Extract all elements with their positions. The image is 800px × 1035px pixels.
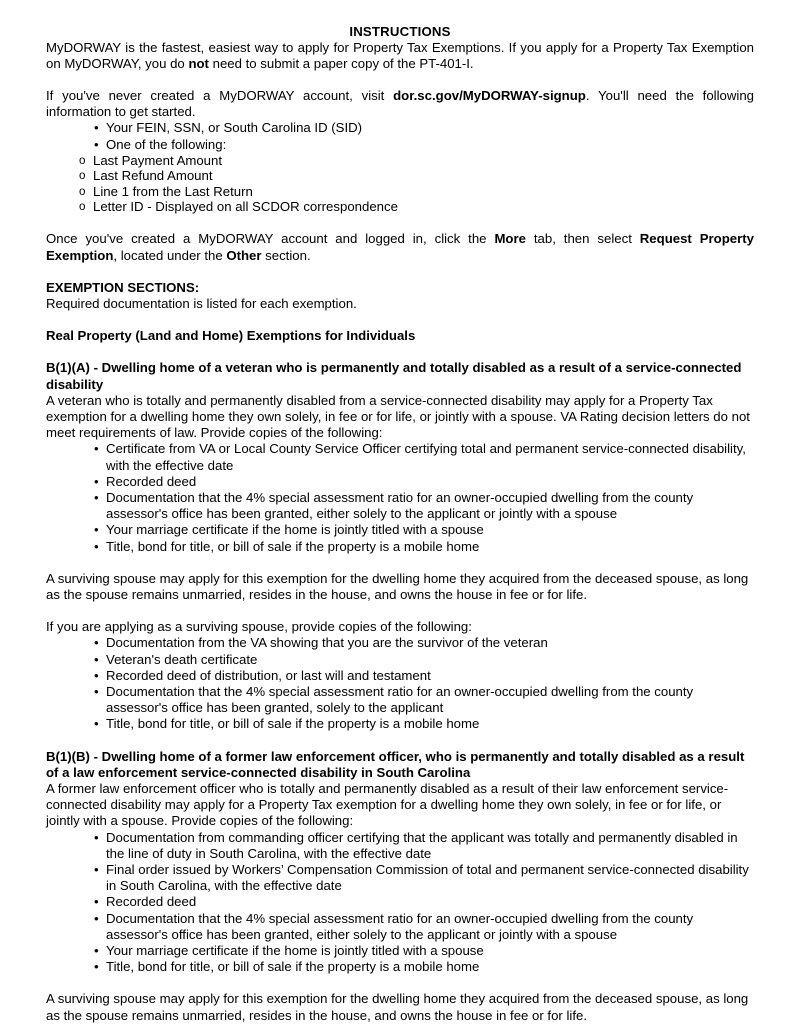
list-item: o Letter ID - Displayed on all SCDOR correspondence (79, 199, 754, 214)
list-item: • Recorded deed of distribution, or last will and testament (94, 668, 754, 684)
list-item: • Title, bond for title, or bill of sale if the property is a mobile home (94, 539, 754, 555)
b1a-bullet-list (46, 441, 754, 554)
spacer (46, 72, 754, 88)
spacer (46, 603, 754, 619)
intro-p3-text-c: , located under the (113, 247, 227, 263)
request-property-exemption-label: Request Property Exemption (46, 231, 754, 263)
list-item: • Title, bond for title, or bill of sale if the property is a mobile home (94, 716, 754, 732)
spacer (46, 214, 754, 231)
list-item: • Documentation that the 4% special assessment ratio for an owner-occupied dwelling from the county assessor's office has been granted, either solely to the applicant or jointly with a spouse (94, 490, 754, 522)
intro-p1-text-a: MyDORWAY is the fastest, easiest way to apply for Property Tax Exemptions. If you apply for a Property Tax Exemption on MyDORWAY, you do (46, 39, 754, 71)
intro-p2-text-b: . You'll need the following information to get started. (46, 87, 754, 120)
list-item: o Line 1 from the Last Return (79, 184, 754, 199)
page-title: INSTRUCTIONS (349, 24, 451, 39)
spacer (46, 344, 754, 360)
list-item: • One of the following: (94, 137, 754, 153)
spacer (46, 555, 754, 571)
intro-p3-text-a: Once you've created a MyDORWAY account and logged in, click the (46, 231, 495, 247)
list-item: • Recorded deed (94, 894, 754, 910)
b1b-heading: B(1)(B) - Dwelling home of a former law enforcement officer, who is permanently and totally disabled as a result of a law enforcement service-connected disability in South Carolina (46, 748, 745, 780)
other-section-label: Other (226, 247, 262, 263)
exemption-sections-subtitle: Required documentation is listed for each exemption. (46, 295, 357, 311)
intro-p1-bold-not: not (188, 55, 209, 71)
b1b-surviving-spouse-note: A surviving spouse may apply for this exemption for the dwelling home they acquired from the deceased spouse, as long as the spouse remains unmarried, resides in the house, and owns the house in fee or for life. (46, 991, 749, 1023)
list-item: • Your marriage certificate if the home is jointly titled with a spouse (94, 943, 754, 959)
list-item: • Documentation that the 4% special assessment ratio for an owner-occupied dwelling from the county assessor's office has been granted, solely to the applicant (94, 684, 754, 716)
list-item: o Last Payment Amount (79, 153, 754, 168)
list-item: • Your marriage certificate if the home is jointly titled with a spouse (94, 522, 754, 538)
b1a-body: A veteran who is totally and permanently disabled from a service-connected disability may apply for a Property Tax exemption for a dwelling home they own solely, in fee or for life, or jointly with a spouse. VA Rating decision letters do not meet requirements of law. Provide copies of the following: (46, 392, 750, 441)
list-item: • Documentation from the VA showing that you are the survivor of the veteran (94, 635, 754, 651)
signup-url: dor.sc.gov/MyDORWAY-signup (393, 87, 586, 103)
b1a-heading: B(1)(A) - Dwelling home of a veteran who is permanently and totally disabled as a result of a service-connected disability (46, 360, 742, 392)
intro-p2-text-a: If you've never created a MyDORWAY account, visit (46, 87, 394, 103)
b1b-body: A former law enforcement officer who is totally and permanently disabled as a result of their law enforcement service-connected disability may apply for a Property Tax exemption for a dwelling home they own solely, in fee or for life, or jointly with a spouse. Provide copies of the following: (46, 781, 729, 829)
intro-p1-text-b: need to submit a paper copy of the PT-401-I. (208, 55, 474, 71)
spacer (46, 264, 754, 280)
list-item: • Recorded deed (94, 474, 754, 490)
list-item: • Your FEIN, SSN, or South Carolina ID (SID) (94, 120, 754, 136)
intro-p3-text-d: section. (261, 247, 311, 263)
intro-bullet-list (46, 120, 754, 152)
intro-sub-bullet-list (46, 153, 754, 215)
intro-paragraph-1 (46, 40, 754, 72)
list-item: • Final order issued by Workers’ Compensation Commission of total and permanent service-connected disability in South Carolina, with the effective date (94, 862, 754, 894)
spacer (46, 975, 754, 991)
intro-p3-text-b: tab, then select (525, 231, 640, 247)
b1a-surviving-spouse-bullet-list (46, 635, 754, 732)
real-property-category-heading: Real Property (Land and Home) Exemptions for Individuals (46, 328, 416, 344)
spacer (46, 312, 754, 328)
intro-paragraph-2 (46, 88, 754, 120)
list-item: • Documentation that the 4% special assessment ratio for an owner-occupied dwelling from the county assessor's office has been granted, either solely to the applicant or jointly with a spouse (94, 911, 754, 943)
list-item: o Last Refund Amount (79, 168, 754, 183)
list-item: • Documentation from commanding officer certifying that the applicant was totally and permanently disabled in the line of duty in South Carolina, with the effective date (94, 830, 754, 862)
list-item: • Veteran's death certificate (94, 652, 754, 668)
b1b-bullet-list (46, 830, 754, 976)
more-tab-label: More (494, 231, 526, 247)
exemption-sections-heading: EXEMPTION SECTIONS: (46, 279, 200, 295)
list-item: • Title, bond for title, or bill of sale if the property is a mobile home (94, 959, 754, 975)
list-item: • Certificate from VA or Local County Service Officer certifying total and permanent service-connected disability, with the effective date (94, 441, 754, 473)
b1a-surviving-spouse-note: A surviving spouse may apply for this exemption for the dwelling home they acquired from the deceased spouse, as long as the spouse remains unmarried, resides in the house, and owns the house in fee or for life. (46, 570, 749, 602)
intro-paragraph-3 (46, 231, 754, 263)
b1a-surviving-spouse-intro: If you are applying as a surviving spouse, provide copies of the following: (46, 619, 472, 635)
spacer (46, 733, 754, 749)
